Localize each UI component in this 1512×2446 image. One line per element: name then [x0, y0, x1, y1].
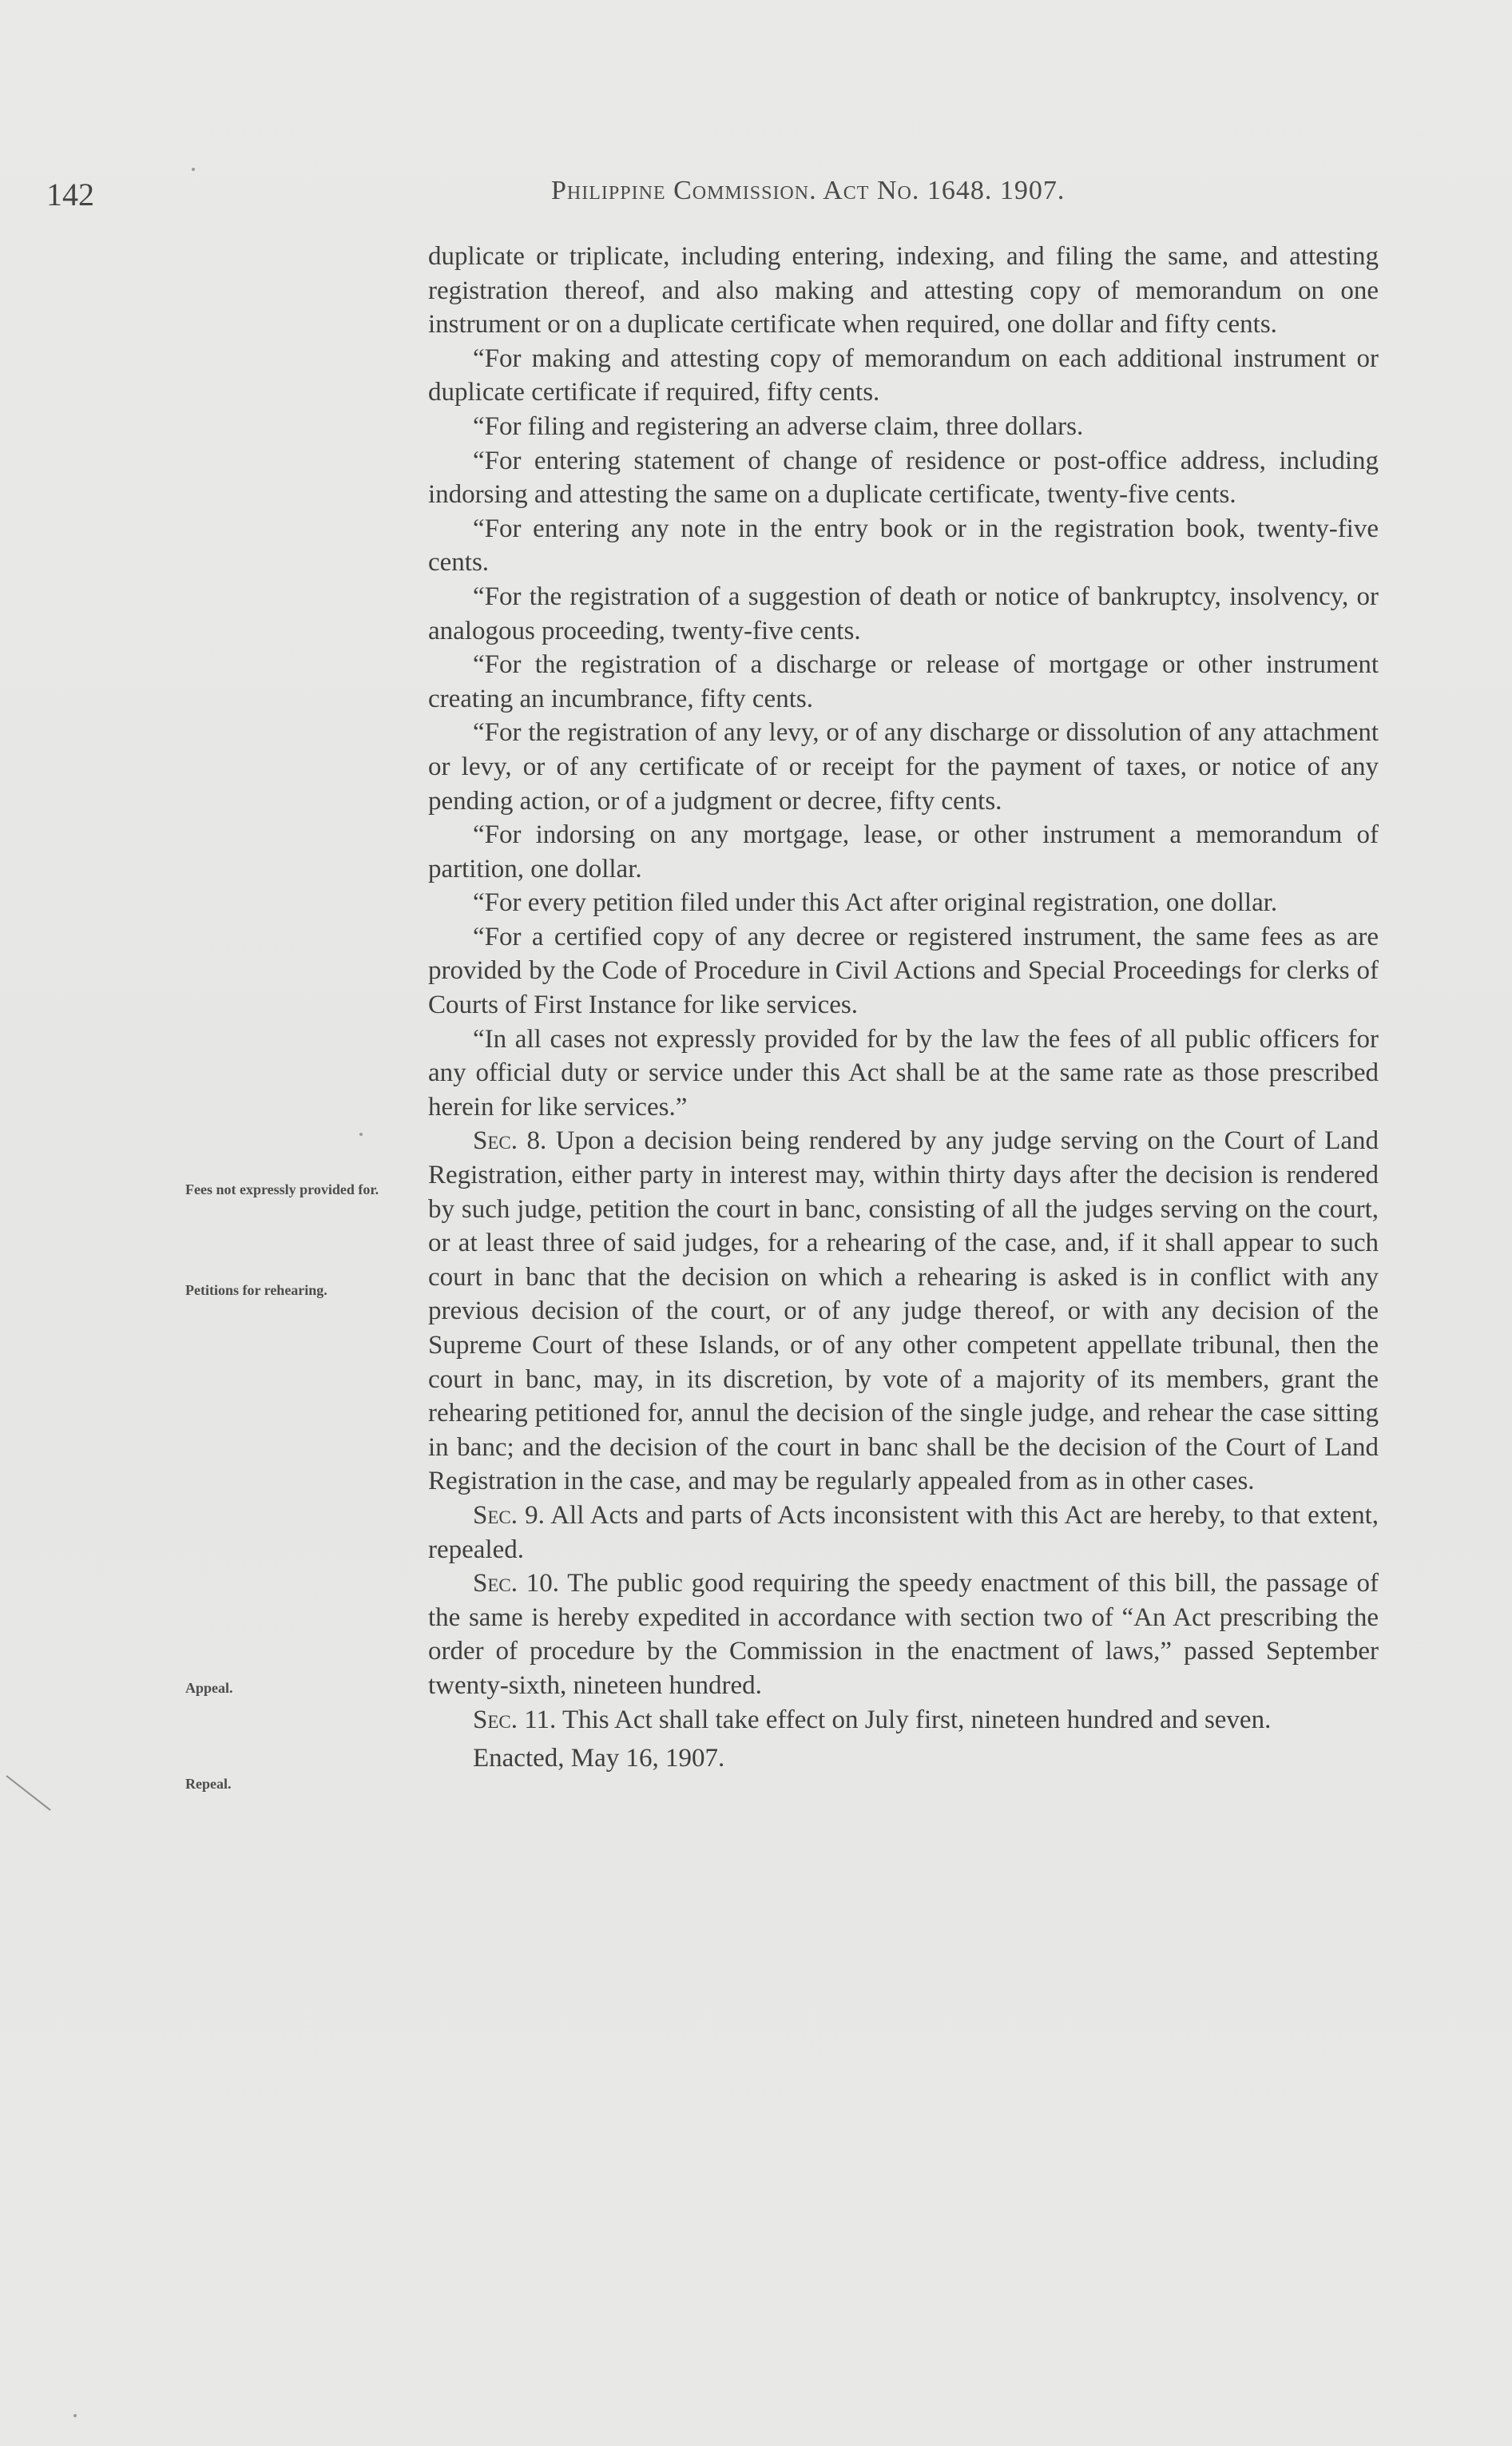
running-head: Philippine Commission. Act No. 1648. 1907. — [551, 176, 1066, 205]
section-heading: Sec. 9. — [473, 1500, 545, 1530]
paragraph: “For indorsing on any mortgage, lease, or other instrument a memorandum of partition, one dollar. — [428, 820, 1379, 883]
paragraph: “For entering statement of change of residence or post-office address, including indorsing and attesting the same on a duplicate certificate, twenty-five cents. — [428, 446, 1379, 510]
paper-scratch — [6, 1775, 50, 1811]
section-text: Upon a decision being rendered by any judge serving on the Court of Land Registration, either party in interest may, within thirty days after the decision is rendered by such judge, petition the court in banc, consisting of all the judges serving on the court, or at least three of said judges, for a rehearing of the case, and, if it shall appear to such court in banc that the decision on which a rehearing is asked is in conflict with any previous decision of the court, or of any judge thereof, or with any decision of the Supreme Court of these Islands, or of any other competent appellate tribunal, then the court in banc, may, in its discretion, by vote of a majority of its members, grant the rehearing petitioned for, annul the decision of the single judge, and rehear the case sitting in banc; and the decision of the court in banc shall be the decision of the Court of Land Registration in the case, and may be regularly appealed from as in other cases. — [428, 1126, 1379, 1496]
section-8 — [428, 1124, 1379, 1499]
body-text — [428, 240, 1379, 1776]
marginal-note-petitions: Petitions for rehearing. — [185, 1282, 327, 1298]
marginal-note-appeal: Appeal. — [185, 1680, 233, 1696]
section-text: The public good requiring the speedy enactment of this bill, the passage of the same is hereby expedited in accordance with section two of “An Act prescribing the order of procedure by the Commission in the enactment of laws,” passed September twenty-sixth, nineteen hundred. — [428, 1569, 1379, 1700]
paragraph: “For every petition filed under this Act after original registration, one dollar. — [473, 888, 1278, 918]
paragraph: “For making and attesting copy of memorandum on each additional instrument or duplicate certificate if required, fifty cents. — [428, 343, 1379, 407]
section-9 — [428, 1499, 1379, 1566]
paragraph: “For entering any note in the entry book or in the registration book, twenty-five cents. — [428, 514, 1379, 578]
paper-speck — [359, 1133, 363, 1136]
paragraph: “For a certified copy of any decree or registered instrument, the same fees as are provided by the Code of Procedure in Civil Actions and Special Proceedings for clerks of Courts of First Instance for like services. — [428, 922, 1379, 1020]
page-number: 142 — [46, 177, 94, 212]
page-header — [46, 176, 1260, 224]
paper-speck — [73, 2414, 77, 2417]
section-text: All Acts and parts of Acts inconsistent with this Act are hereby, to that extent, repealed. — [428, 1500, 1379, 1564]
marginal-note-fees: Fees not expressly provided for. — [185, 1181, 379, 1197]
section-heading: Sec. 11. — [473, 1705, 557, 1734]
paragraph: “In all cases not expressly provided for by the law the fees of all public officers for any official duty or service under this Act shall be at the same rate as those prescribed herein for like services.” — [428, 1024, 1379, 1122]
paragraph: duplicate or triplicate, including entering, indexing, and filing the same, and attesting registration thereof, and also making and attesting copy of memorandum on one instrument or on a duplicate certificate when required, one dollar and fifty cents. — [428, 242, 1379, 340]
section-heading: Sec. 8. — [473, 1126, 547, 1156]
paragraph: “For the registration of any levy, or of any discharge or dissolution of any attachment or levy, or of any certificate of or receipt for the payment of taxes, or notice of any pending action, or of a judgment or decree, fifty cents. — [428, 718, 1379, 816]
section-11 — [428, 1703, 1379, 1737]
paper-speck — [192, 168, 195, 171]
paragraph: “For the registration of a suggestion of death or notice of bankruptcy, insolvency, or analogous proceeding, twenty-five cents. — [428, 582, 1379, 645]
marginal-note-repeal: Repeal. — [185, 1776, 232, 1792]
paragraph: “For the registration of a discharge or release of mortgage or other instrument creating an incumbrance, fifty cents. — [428, 650, 1379, 713]
section-10 — [428, 1566, 1379, 1702]
section-text: This Act shall take effect on July first, nineteen hundred and seven. — [562, 1705, 1272, 1734]
section-heading: Sec. 10. — [473, 1569, 560, 1598]
paragraph: “For filing and registering an adverse claim, three dollars. — [473, 411, 1084, 441]
enacted-date: Enacted, May 16, 1907. — [473, 1744, 725, 1773]
